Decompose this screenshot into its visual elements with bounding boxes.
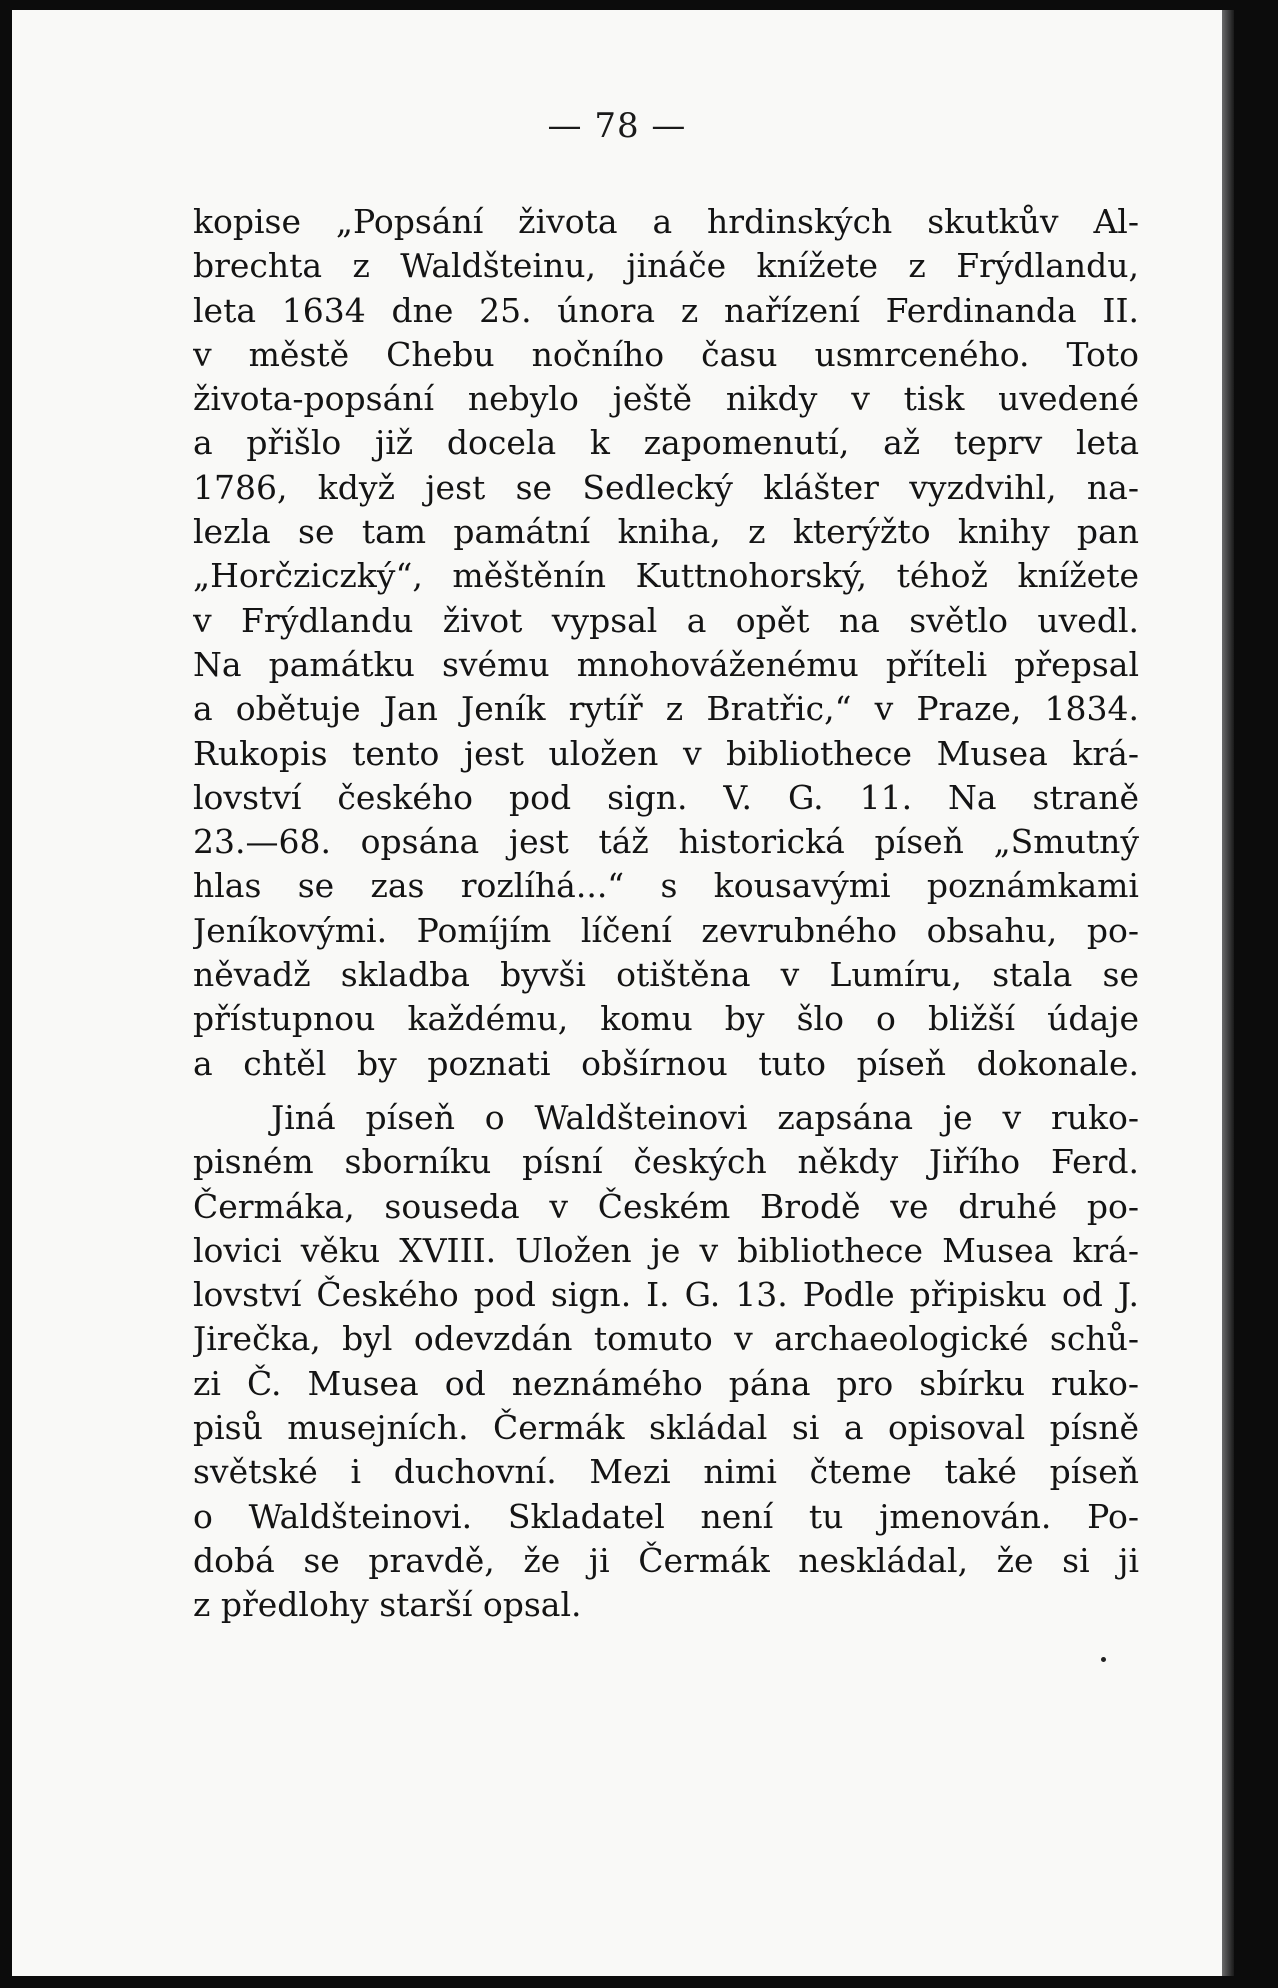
text-line: „Horčziczký“, měštěnín Kuttnohorský, téhož knížete <box>193 556 1139 596</box>
text-line: přístupnou každému, komu by šlo o bližší údaje <box>193 999 1139 1039</box>
text-line: Jeníkovými. Pomíjím líčení zevrubného obsahu, po- <box>193 910 1139 950</box>
text-line: světské i duchovní. Mezi nimi čteme také píseň <box>193 1452 1139 1492</box>
page-number: — 78 — <box>547 106 687 146</box>
book-page <box>12 10 1222 1976</box>
text-line: zi Č. Musea od neznámého pána pro sbírku ruko- <box>193 1363 1139 1403</box>
text-line: a chtěl by poznati obšírnou tuto píseň dokonale. <box>193 1043 1139 1083</box>
text-line: života-popsání nebylo ještě nikdy v tisk uvedené <box>193 379 1139 419</box>
text-line: Jiná píseň o Waldšteinovi zapsána je v ruko- <box>271 1098 1139 1137</box>
text-line: Na památku svému mnohováženému příteli přepsal <box>193 644 1139 684</box>
text-line: lovství českého pod sign. V. G. 11. Na straně <box>193 777 1139 817</box>
text-line: lezla se tam památní kniha, z kterýžto knihy pan <box>193 512 1139 552</box>
text-line: v Frýdlandu život vypsal a opět na světlo uvedl. <box>193 600 1139 640</box>
paragraph-1 <box>193 200 1139 1086</box>
text-line: brechta z Waldšteinu, jináče knížete z Frýdlandu, <box>193 246 1139 286</box>
text-line: 23.—68. opsána jest táž historická píseň „Smutný <box>193 822 1139 862</box>
text-line: a obětuje Jan Jeník rytíř z Bratřic,“ v Praze, 1834. <box>193 689 1139 729</box>
text-line: pisném sborníku písní českých někdy Jiřího Ferd. <box>193 1142 1139 1182</box>
text-line: něvadž skladba byvši otištěna v Lumíru, stala se <box>193 955 1139 995</box>
text-line: dobá se pravdě, že ji Čermák neskládal, že si ji <box>193 1540 1139 1580</box>
text-line: 1786, když jest se Sedlecký klášter vyzdvihl, na- <box>193 467 1139 507</box>
text-line: Čermáka, souseda v Českém Brodě ve druhé po- <box>193 1186 1139 1226</box>
text-line: kopise „Popsání života a hrdinských skutkův Al- <box>193 202 1139 241</box>
text-line: a přišlo již docela k zapomenutí, až teprv leta <box>193 423 1139 463</box>
text-line: Rukopis tento jest uložen v bibliothece Musea krá- <box>193 733 1139 773</box>
ink-speck <box>1101 1657 1106 1662</box>
text-line: lovici věku XVIII. Uložen je v bibliothece Musea krá- <box>193 1230 1139 1270</box>
text-line: Jirečka, byl odevzdán tomuto v archaeologické schů- <box>193 1319 1139 1359</box>
page-edge-shadow <box>1222 10 1234 1976</box>
text-line: lovství Českého pod sign. I. G. 13. Podle připisku od J. <box>193 1275 1139 1315</box>
paragraph-2 <box>193 1096 1139 1628</box>
text-line: pisů musejních. Čermák skládal si a opisoval písně <box>193 1408 1139 1448</box>
text-line: hlas se zas rozlíhá...“ s kousavými poznámkami <box>193 866 1139 906</box>
text-line: o Waldšteinovi. Skladatel není tu jmenován. Po- <box>193 1496 1139 1536</box>
text-line: z předlohy starší opsal. <box>193 1585 582 1625</box>
text-line: v městě Chebu nočního času usmrceného. Toto <box>193 334 1139 374</box>
text-line: leta 1634 dne 25. února z nařízení Ferdinanda II. <box>193 290 1139 330</box>
